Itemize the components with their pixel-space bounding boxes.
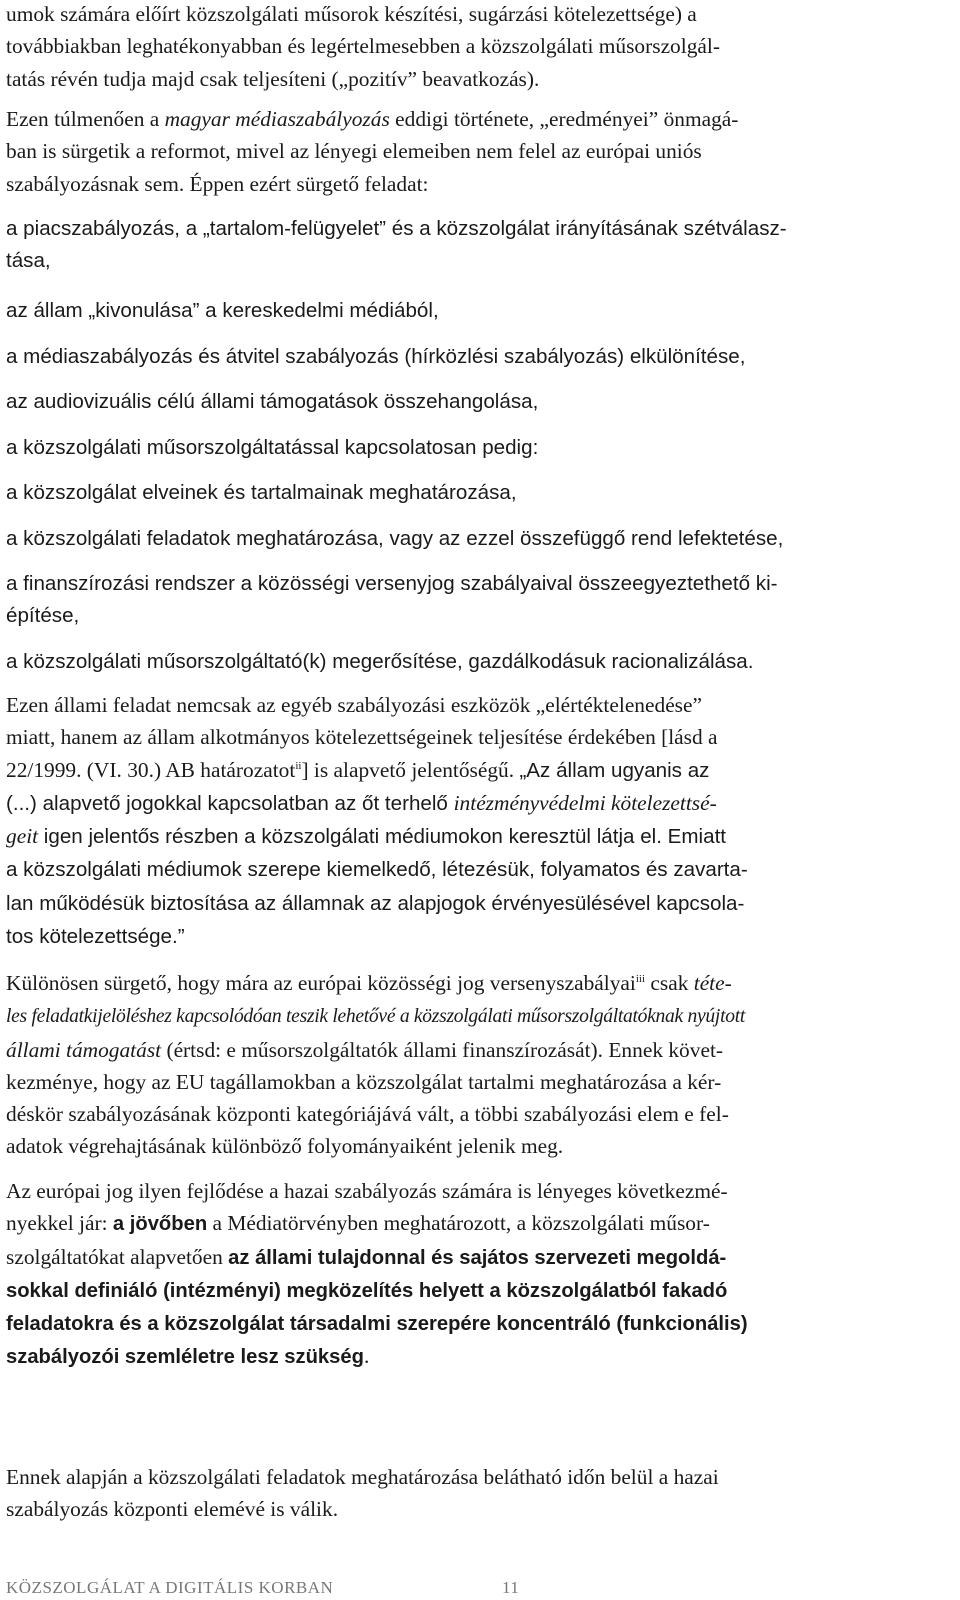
text-span: Különösen sürgető, hogy mára az európai közösségi jog versenyszabályai: [6, 971, 636, 995]
list-item: [6, 568, 944, 633]
text-span: Ezen túlmenően a: [6, 107, 165, 131]
emphasis-text: magyar médiaszabályozás: [164, 107, 390, 131]
text-line: ban is sürgetik a reformot, mivel az lényegi elemeiben nem felel az európai uniós: [6, 139, 702, 164]
text-line: szabályozás központi elemévé is válik.: [6, 1497, 339, 1522]
text-line: kezménye, hogy az EU tagállamokban a közszolgálat tartalmi meghatározása a kér-: [6, 1069, 722, 1094]
list-item-text: az állam „kivonulása” a kereskedelmi médiából,: [6, 299, 439, 322]
list-item-text: építése,: [6, 604, 80, 628]
list-item-text: az audiovizuális célú állami támogatások összehangolása,: [6, 390, 539, 413]
list-item: [6, 432, 944, 464]
quote-text: igen jelentős részben a közszolgálati médiumokon keresztül látja el. Emiatt: [38, 825, 727, 849]
list-item: [6, 341, 944, 373]
text-span: csak: [645, 971, 694, 995]
paragraph-eu-competition: [6, 967, 944, 1163]
text-span: eddigi története, „eredményei” önmagá-: [389, 107, 739, 131]
paragraph-continuation: [6, 0, 944, 95]
list-item-text: a közszolgálat elveinek és tartalmainak meghatározása,: [6, 481, 517, 504]
text-span: .: [363, 1344, 370, 1369]
page-footer: [6, 1578, 944, 1600]
text-line: tatás révén tudja majd csak teljesíteni („pozitív” beavatkozás).: [6, 66, 540, 91]
paragraph-future: [6, 1175, 944, 1374]
list-item-text: a közszolgálati műsorszolgáltatással kapcsolatosan pedig:: [6, 436, 539, 459]
list-item: [6, 523, 944, 555]
text-line: továbbiakban leghatékonyabban és legértelmesebben a közszolgálati műsorszolgál-: [6, 34, 720, 59]
text-line: Ezen állami feladat nemcsak az egyéb szabályozási eszközök „elértéktelenedése”: [6, 693, 702, 717]
text-line: Ennek alapján a közszolgálati feladatok meghatározása belátható időn belül a hazai: [6, 1465, 719, 1489]
quote-text: „Az állam ugyanis az: [519, 758, 710, 782]
list-item-text: a közszolgálati feladatok meghatározása, vagy az ezzel összefüggő rend lefektetése,: [6, 527, 784, 550]
quote-text: (...) alapvető jogokkal kapcsolatban az őt terhelő: [6, 791, 454, 815]
list-item-text: a piacszabályozás, a „tartalom-felügyelet” és a közszolgálat irányításának szétválasz-: [6, 217, 787, 240]
list-item-text: a finanszírozási rendszer a közösségi versenyjog szabályaival összeegyeztethető ki-: [6, 572, 778, 595]
list-item: [6, 386, 944, 418]
bold-text: a jövőben: [112, 1213, 208, 1236]
endnote-marker: iii: [635, 972, 646, 985]
text-span: ] is alapvető jelentőségű.: [301, 757, 520, 782]
emphasis-text: les feladatkijelöléshez kapcsolódóan teszik lehetővé a közszolgálati műsorszolgáltatóknak nyújtott: [6, 1006, 745, 1028]
quote-text: a közszolgálati médiumok szerepe kiemelkedő, létezésük, folyamatos és zavarta-: [6, 858, 748, 882]
text-line: déskör szabályozásának központi kategóriájává vált, a többi szabályozási elem e fel-: [6, 1102, 729, 1127]
text-line: szabályozásnak sem. Éppen ezért sürgető feladat:: [6, 171, 429, 196]
emphasis-text: állami támogatást: [6, 1037, 162, 1062]
bold-text: az állami tulajdonnal és sajátos szervezeti megoldá-: [228, 1246, 727, 1269]
bold-text: sokkal definiáló (intézményi) megközelítés helyett a közszolgálatból fakadó: [6, 1279, 728, 1302]
text-span: szolgáltatókat alapvetően: [6, 1244, 229, 1269]
bold-text: szabályozói szemléletre lesz szükség: [6, 1346, 364, 1369]
emphasis-text: geit: [6, 824, 39, 849]
list-item-text: a médiaszabályozás és átvitel szabályozás (hírközlési szabályozás) elkülönítése,: [6, 345, 746, 368]
text-span: (értsd: e műsorszolgáltatók állami finanszírozását). Ennek követ-: [161, 1037, 724, 1062]
emphasis-text: intézményvédelmi kötelezettsé-: [453, 790, 717, 815]
paragraph-reform: [6, 103, 944, 200]
emphasis-text: téte-: [693, 971, 732, 995]
paragraph-constitutional: [6, 689, 944, 953]
endnote-marker: ii: [295, 759, 302, 772]
list-item-text: a közszolgálati műsorszolgáltató(k) megerősítése, gazdálkodásuk racionalizálása.: [6, 650, 754, 673]
bold-text: feladatokra és a közszolgálat társadalmi szerepére koncentráló (funkcionális): [6, 1313, 748, 1336]
text-span: 22/1999. (VI. 30.) AB határozatot: [6, 757, 296, 782]
list-item: [6, 477, 944, 509]
text-line: Az európai jog ilyen fejlődése a hazai szabályozás számára is lényeges következmé-: [6, 1179, 728, 1203]
quote-text: tos kötelezettsége.”: [6, 925, 185, 949]
list-item: [6, 295, 944, 327]
page-number: 11: [502, 1578, 520, 1597]
text-line: adatok végrehajtásának különböző folyományaiként jelenik meg.: [6, 1134, 564, 1159]
text-line: miatt, hanem az állam alkotmányos kötelezettségeinek teljesítése érdekében [lásd a: [6, 725, 718, 750]
list-item-text: tása,: [6, 249, 51, 273]
text-line: umok számára előírt közszolgálati műsorok készítési, sugárzási kötelezettsége) a: [6, 2, 697, 26]
footer-title: KÖZSZOLGÁLAT A DIGITÁLIS KORBAN: [6, 1578, 334, 1597]
list-item: [6, 213, 944, 278]
text-span: a Médiatörvényben meghatározott, a közszolgálati műsor-: [207, 1211, 710, 1236]
quote-text: lan működésük biztosítása az államnak az alapjogok érvényesülésével kapcsola-: [6, 891, 745, 915]
list-item: [6, 646, 944, 678]
text-span: nyekkel jár:: [6, 1211, 113, 1236]
paragraph-conclusion: [6, 1461, 944, 1526]
